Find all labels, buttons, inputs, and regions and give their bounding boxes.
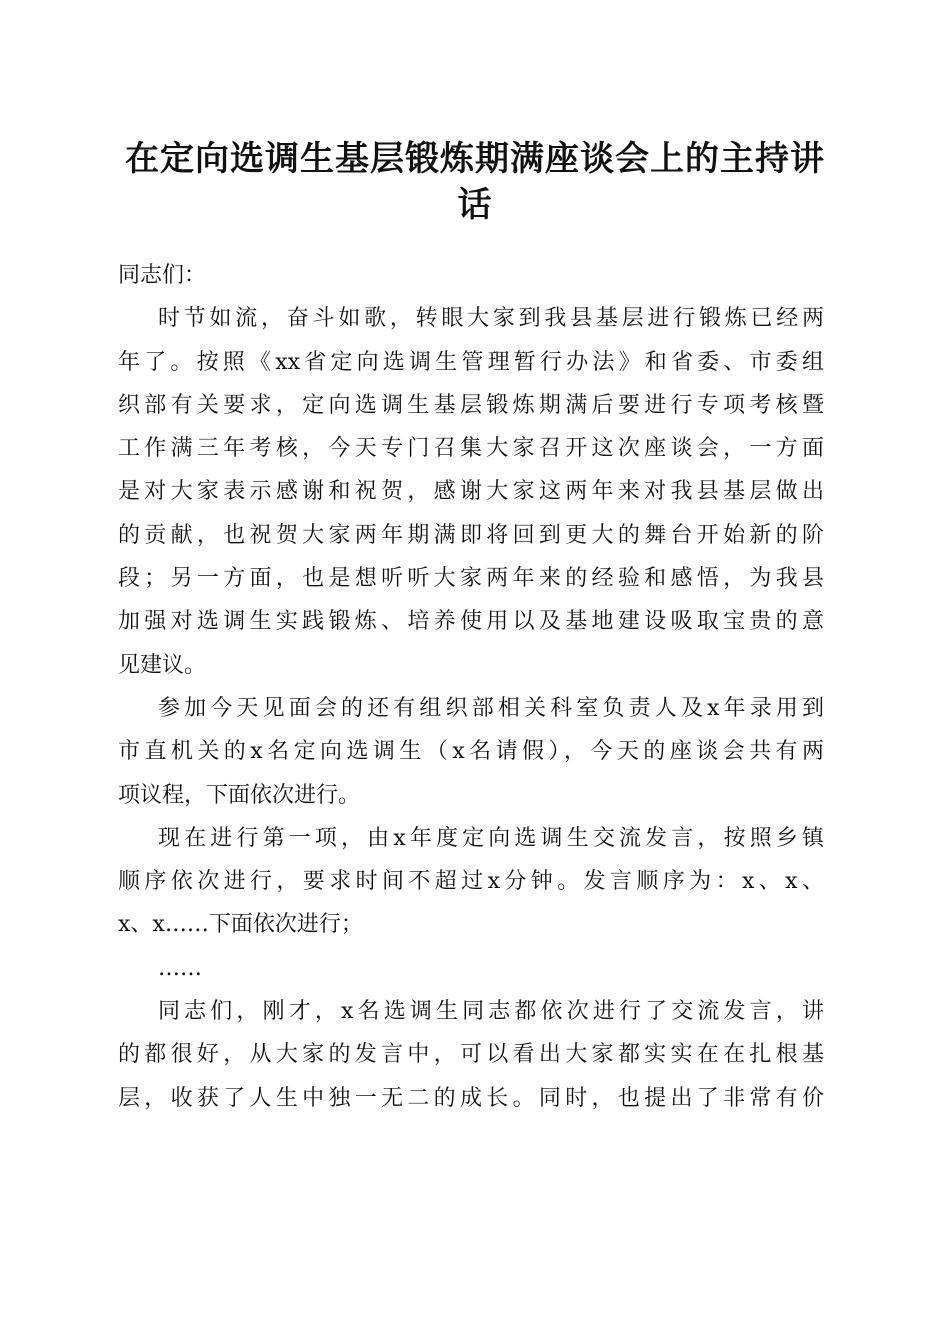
paragraph <box>118 990 824 1120</box>
title-line-2: 话 <box>457 185 493 225</box>
text-line: 的都很好，从大家的发言中，可以看出大家都实实在在扎根基 <box>118 1042 824 1068</box>
paragraph <box>118 817 824 947</box>
text-line: 织部有关要求，定向选调生基层锻炼期满后要进行专项考核暨 <box>118 392 824 418</box>
text-line: 加强对选调生实践锻炼、培养使用以及基地建设吸取宝贵的意 <box>118 609 824 635</box>
text-line: …… <box>158 955 202 981</box>
title-line-1: 在定向选调生基层锻炼期满座谈会上的主持讲 <box>125 139 825 179</box>
paragraph <box>118 687 824 817</box>
text-line: 段；另一方面，也是想听听大家两年来的经验和感悟，为我县 <box>118 566 824 592</box>
paragraph <box>118 947 824 990</box>
document-title <box>110 136 840 228</box>
text-line: 项议程，下面依次进行。 <box>118 782 361 808</box>
text-line: 顺序依次进行，要求时间不超过x分钟。发言顺序为：x、x、 <box>118 869 824 895</box>
text-line: 参加今天见面会的还有组织部相关科室负责人及x年录用到 <box>158 695 824 721</box>
text-line: 的贡献，也祝贺大家两年期满即将回到更大的舞台开始新的阶 <box>118 522 824 548</box>
text-line: 同志们，刚才，x名选调生同志都依次进行了交流发言，讲 <box>158 999 824 1025</box>
text-line: 市直机关的x名定向选调生（x名请假），今天的座谈会共有两 <box>118 739 824 765</box>
text-line: 时节如流，奋斗如歌，转眼大家到我县基层进行锻炼已经两 <box>158 306 824 332</box>
text-line: 层，收获了人生中独一无二的成长。同时，也提出了非常有价 <box>118 1085 824 1111</box>
text-line: 见建议。 <box>118 652 207 678</box>
paragraph <box>118 297 824 687</box>
text-line: 工作满三年考核，今天专门召集大家召开这次座谈会，一方面 <box>118 436 824 462</box>
text-line: 是对大家表示感谢和祝贺，感谢大家这两年来对我县基层做出 <box>118 479 824 505</box>
text-line: x、x……下面依次进行； <box>118 912 363 938</box>
text-line: 现在进行第一项，由x年度定向选调生交流发言，按照乡镇 <box>158 825 824 851</box>
salutation <box>118 254 824 297</box>
document-body <box>118 254 824 1120</box>
text-line: 年了。按照《xx省定向选调生管理暂行办法》和省委、市委组 <box>118 349 824 375</box>
text-line: 同志们： <box>118 263 207 288</box>
